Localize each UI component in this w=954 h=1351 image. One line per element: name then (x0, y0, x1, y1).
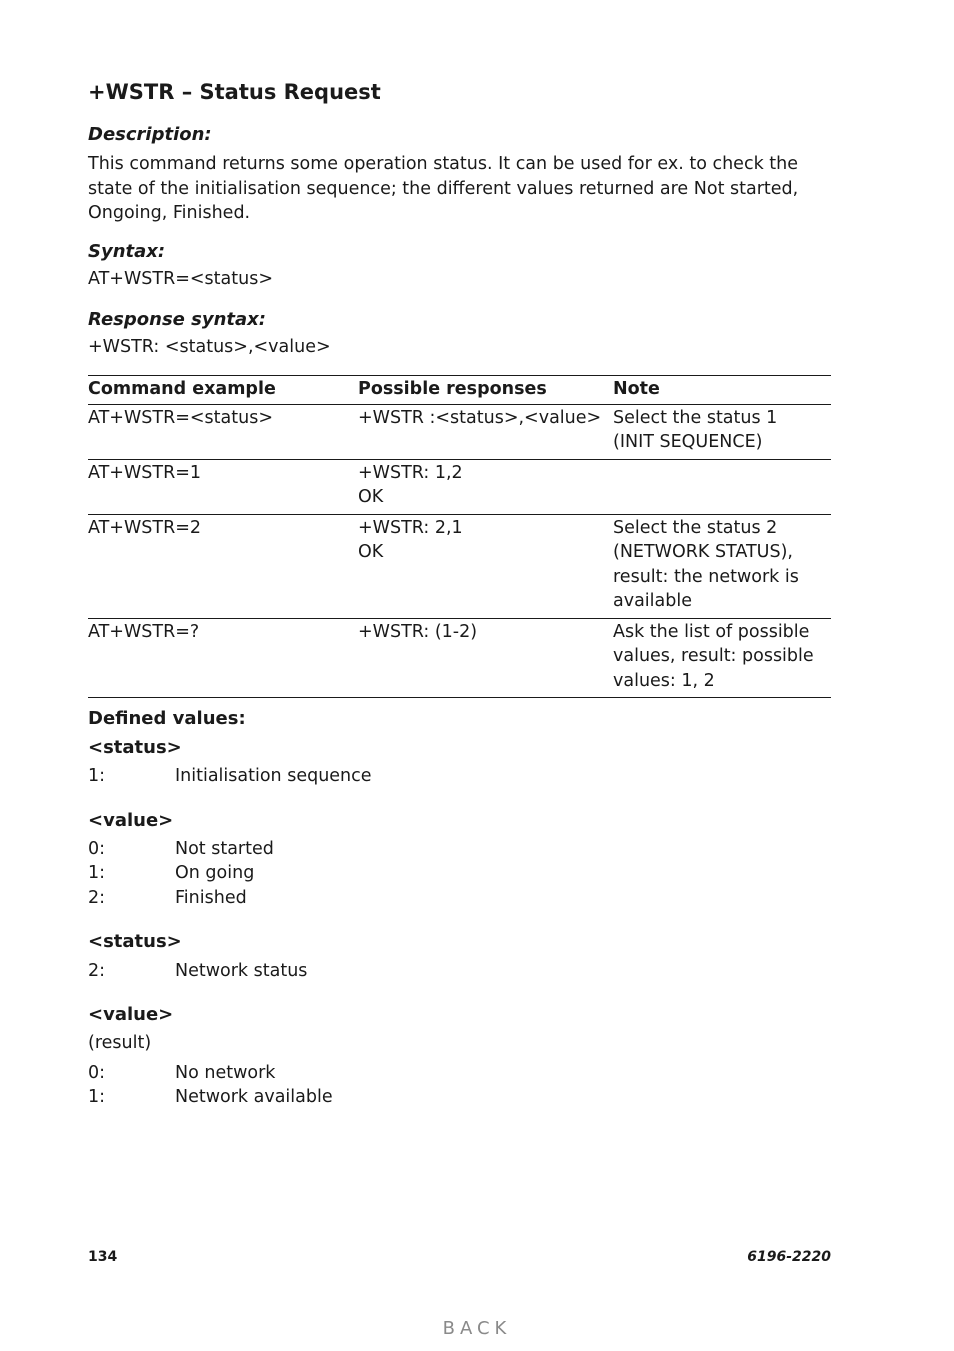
command-cell: AT+WSTR=? (88, 621, 200, 642)
value-key: 0: (88, 1063, 106, 1083)
value-description: Network available (175, 1087, 333, 1107)
value-note: (result) (88, 1033, 152, 1053)
table-row (88, 618, 831, 698)
response-syntax-text: +WSTR: <status>,<value> (88, 337, 331, 357)
document-number: 6196-2220 (747, 1249, 831, 1265)
page-title: +WSTR – Status Request (88, 80, 381, 104)
value-description: On going (175, 863, 255, 883)
syntax-text: AT+WSTR=<status> (88, 269, 273, 289)
command-cell: AT+WSTR=2 (88, 517, 202, 538)
response-cell: +WSTR: 2,1 OK (358, 517, 463, 562)
description-heading: Description: (88, 124, 212, 145)
syntax-heading: Syntax: (88, 241, 166, 262)
response-cell: +WSTR :<status>,<value> (358, 407, 602, 428)
note-cell: Ask the list of possible values, result: possible values: 1, 2 (613, 621, 814, 691)
value-key: 1: (88, 1087, 106, 1107)
value-key: 1: (88, 863, 106, 883)
status-parameter-heading: <status> (88, 931, 182, 952)
table-header-row (88, 376, 831, 405)
column-header-note: Note (613, 379, 660, 399)
note-cell: Select the status 2 (NETWORK STATUS), result: the network is available (613, 517, 799, 611)
value-description: Not started (175, 839, 274, 859)
column-header-command: Command example (88, 379, 276, 399)
command-cell: AT+WSTR=1 (88, 462, 202, 483)
status-parameter-heading: <status> (88, 737, 182, 758)
page-number: 134 (88, 1249, 118, 1265)
value-parameter-heading: <value> (88, 810, 174, 831)
value-key: 0: (88, 839, 106, 859)
defined-values-heading: Defined values: (88, 708, 246, 729)
note-cell (613, 459, 831, 514)
column-header-responses: Possible responses (358, 379, 547, 399)
note-cell: Select the status 1 (INIT SEQUENCE) (613, 407, 778, 452)
value-description: Initialisation sequence (175, 766, 372, 786)
value-key: 2: (88, 961, 106, 981)
back-link[interactable]: BACK (442, 1318, 512, 1339)
value-key: 2: (88, 888, 106, 908)
response-cell: +WSTR: (1-2) (358, 621, 478, 642)
command-table (88, 375, 831, 698)
value-key: 1: (88, 766, 106, 786)
table-row (88, 514, 831, 618)
value-parameter-heading: <value> (88, 1004, 174, 1025)
response-cell: +WSTR: 1,2 OK (358, 462, 463, 507)
command-cell: AT+WSTR=<status> (88, 407, 273, 428)
value-description: Network status (175, 961, 308, 981)
table-row (88, 459, 831, 514)
response-syntax-heading: Response syntax: (88, 309, 266, 330)
table-row (88, 404, 831, 459)
description-text: This command returns some operation status. It can be used for ex. to check the state of the initialisation sequence; the different values returned are Not started, Ongoing, Finished. (88, 154, 799, 223)
value-description: No network (175, 1063, 276, 1083)
value-description: Finished (175, 888, 247, 908)
